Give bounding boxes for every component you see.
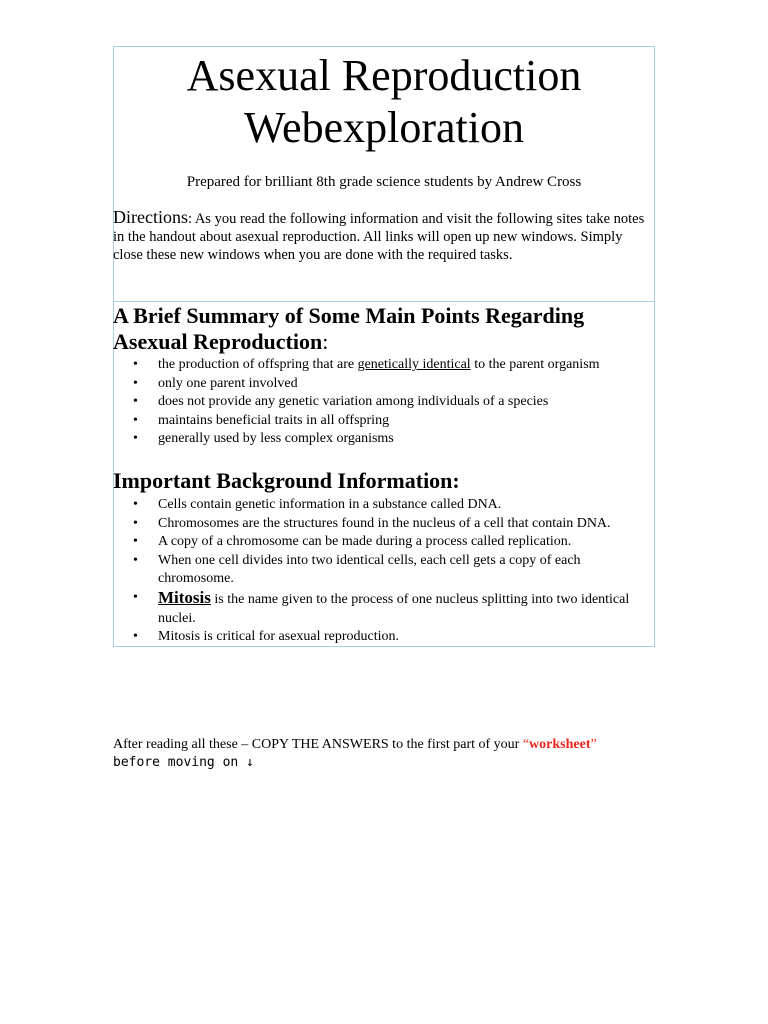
summary-item-1-post: to the parent organism <box>470 357 600 372</box>
bullet-icon: • <box>133 552 138 568</box>
bullet-icon: • <box>133 515 138 531</box>
list-item <box>113 375 655 394</box>
title-line-1: Asexual Reproduction <box>186 51 582 100</box>
background-list <box>113 496 655 647</box>
summary-item-text: does not provide any genetic variation among individuals of a species <box>158 394 549 410</box>
bullet-icon: • <box>133 431 138 447</box>
mitosis-definition: is the name given to the process of one nucleus splitting into two identical nuclei. <box>158 591 630 626</box>
background-item-text: Cells contain genetic information in a substance called DNA. <box>158 497 502 512</box>
bullet-icon: • <box>133 497 138 512</box>
page-title <box>0 50 768 154</box>
directions-paragraph <box>113 208 655 264</box>
open-quote: “ <box>522 737 530 752</box>
summary-item-text: generally used by less complex organisms <box>158 431 394 447</box>
summary-heading-colon: : <box>322 329 329 354</box>
worksheet-word: worksheet <box>529 737 591 752</box>
list-item <box>113 589 655 628</box>
genetically-identical-term: genetically identical <box>357 357 471 372</box>
directions-text: : As you read the following information and visit the following sites take notes in the handout about asexual reproduction. All links will open up new windows. Simply close these new windows when you are done with the required tasks. <box>113 211 645 263</box>
background-heading: Important Background Information: <box>113 468 460 493</box>
list-item <box>113 496 655 515</box>
background-item-text: Chromosomes are the structures found in the nucleus of a cell that contain DNA. <box>158 515 611 531</box>
background-item-text: A copy of a chromosome can be made during a process called replication. <box>158 534 572 550</box>
bullet-icon: • <box>133 357 138 372</box>
background-item-text: Mitosis is critical for asexual reproduction. <box>158 629 400 645</box>
background-item-text: When one cell divides into two identical cells, each cell gets a copy of each chromosome. <box>158 552 581 587</box>
list-item <box>113 412 655 431</box>
summary-heading <box>113 303 655 355</box>
list-item <box>113 515 655 534</box>
summary-item-text: maintains beneficial traits in all offspring <box>158 412 390 428</box>
close-quote: ” <box>590 737 597 752</box>
list-item <box>113 356 655 375</box>
bullet-icon: • <box>133 629 138 645</box>
subtitle: Prepared for brilliant 8th grade science students by Andrew Cross <box>186 174 582 190</box>
list-item <box>113 393 655 412</box>
bullet-icon: • <box>133 534 138 550</box>
bullet-icon: • <box>133 412 138 428</box>
bullet-icon: • <box>133 589 138 605</box>
mitosis-term: Mitosis <box>158 587 211 607</box>
summary-heading-text: A Brief Summary of Some Main Points Regarding Asexual Reproduction <box>113 303 585 354</box>
bullet-icon: • <box>133 394 138 410</box>
list-item <box>113 533 655 552</box>
after-reading-instructions <box>113 736 673 772</box>
list-item <box>113 552 655 589</box>
title-line-2: Webexploration <box>244 103 524 152</box>
summary-list <box>113 356 655 449</box>
bullet-icon: • <box>133 375 138 391</box>
directions-label: Directions <box>113 207 188 227</box>
after-text-1: After reading all these – COPY THE ANSWERS to the first part of your <box>113 737 523 752</box>
after-line-1 <box>113 736 673 754</box>
summary-item-1-pre: the production of offspring that are <box>158 357 358 372</box>
summary-item-text: only one parent involved <box>158 375 298 391</box>
after-line-2: before moving on ↓ <box>113 755 254 770</box>
list-item <box>113 430 655 449</box>
list-item <box>113 628 655 647</box>
